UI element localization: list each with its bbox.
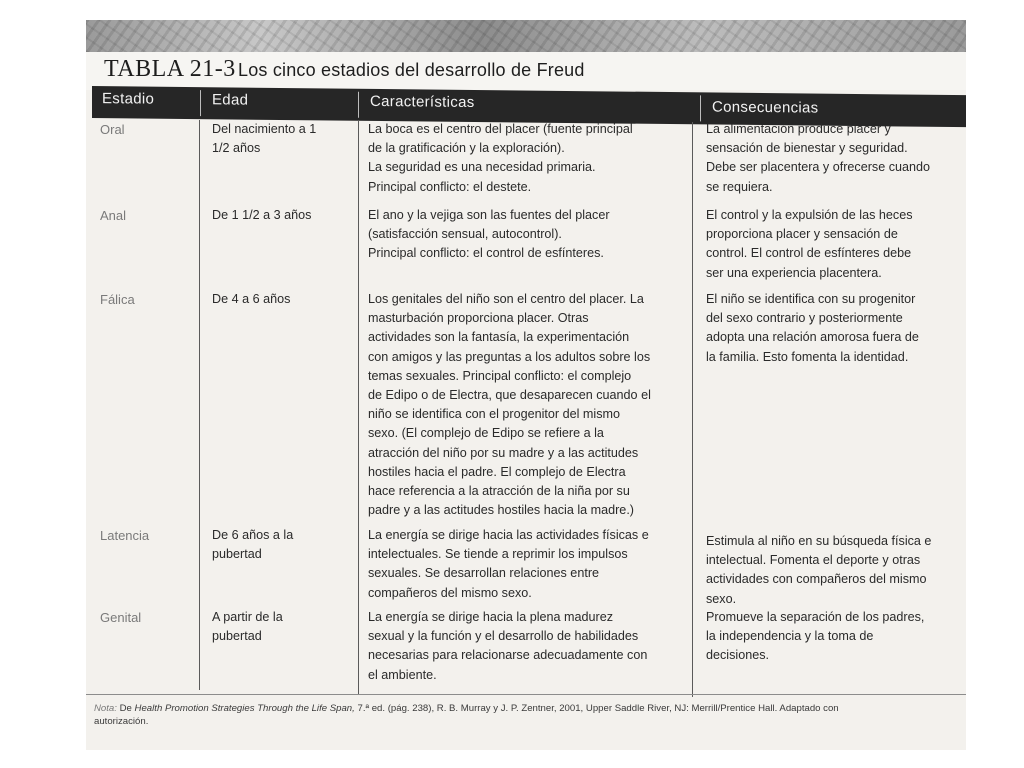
characteristics-line: Los genitales del niño son el centro del placer. La [368, 292, 644, 306]
characteristics-line: intelectuales. Se tiende a reprimir los impulsos [368, 547, 628, 562]
column-divider [692, 122, 693, 697]
age-line: De 1 1/2 a 3 años [212, 208, 312, 222]
characteristics-line: sexo. (El complejo de Edipo se refiere a la [368, 426, 604, 441]
table-title: Los cinco estadios del desarrollo de Freud [238, 60, 585, 80]
characteristics-line: hostiles hacia el padre. El complejo de Electra [368, 464, 626, 479]
note-book-title: Health Promotion Strategies Through the Life Span, [134, 703, 355, 714]
age-line: pubertad [212, 629, 262, 644]
characteristics-line: La energía se dirige hacia las actividades físicas e [368, 528, 649, 542]
characteristics-line: de la gratificación y la exploración). [368, 141, 565, 156]
scanned-page [86, 20, 966, 750]
column-divider [199, 120, 200, 690]
characteristics-line: padre y a las actitudes hostiles hacia la madre.) [368, 503, 635, 518]
characteristics-line: de Edipo o de Electra, que desaparecen cuando el [368, 388, 651, 403]
consequences-line: El control y la expulsión de las heces [706, 208, 913, 222]
characteristics-line: el ambiente. [368, 667, 437, 682]
characteristics-line: compañeros del mismo sexo. [368, 585, 532, 600]
consequences-cell [706, 532, 931, 609]
consequences-line: control. El control de esfínteres debe [706, 246, 912, 261]
age-cell [212, 120, 316, 158]
column-divider [358, 120, 359, 695]
stage-name: Oral [100, 122, 125, 137]
header-divider [700, 95, 701, 121]
characteristics-line: Principal conflicto: el destete. [368, 179, 532, 194]
consequences-line: la independencia y la toma de [706, 629, 874, 644]
consequences-line: Debe ser placentera y ofrecerse cuando [706, 160, 931, 175]
age-line: De 6 años a la [212, 528, 294, 542]
characteristics-line: El ano y la vejiga son las fuentes del placer [368, 208, 610, 222]
age-line: 1/2 años [212, 141, 261, 156]
consequences-line: se requiera. [706, 179, 773, 194]
note-citation-end: autorización. [94, 716, 149, 727]
characteristics-line: sexual y la función y el desarrollo de habilidades [368, 629, 639, 644]
characteristics-line: atracción del niño por su madre y a las actitudes [368, 445, 639, 460]
age-cell [212, 608, 283, 646]
consequences-line: El niño se identifica con su progenitor [706, 292, 916, 306]
stage-name: Latencia [100, 528, 150, 543]
characteristics-line: hace referencia a la atracción de la niña por su [368, 484, 630, 499]
age-line: De 4 a 6 años [212, 292, 291, 306]
consequences-line: del sexo contrario y posteriormente [706, 311, 903, 326]
age-cell [212, 526, 293, 564]
stage-name: Anal [100, 208, 127, 223]
decorative-banner [86, 20, 966, 52]
stage-name: Genital [100, 610, 142, 625]
consequences-line: sexo. [706, 591, 737, 606]
note-prefix: De [119, 703, 132, 714]
header-estadio: Estadio [102, 90, 155, 108]
characteristics-cell [368, 206, 610, 264]
table-title-band [86, 52, 966, 90]
header-caracteristicas: Características [370, 92, 475, 112]
characteristics-line: La energía se dirige hacia la plena madurez [368, 610, 614, 624]
consequences-line: actividades con compañeros del mismo [706, 572, 927, 587]
header-consecuencias: Consecuencias [712, 98, 819, 117]
header-edad: Edad [212, 91, 249, 109]
consequences-cell [706, 120, 930, 197]
age-line: A partir de la [212, 610, 283, 624]
consequences-line: ser una experiencia placentera. [706, 265, 882, 280]
table-number: TABLA 21-3 [104, 56, 236, 82]
stage-name: Fálica [100, 292, 135, 307]
consequences-line: Promueve la separación de los padres, [706, 610, 925, 624]
consequences-line: proporciona placer y sensación de [706, 227, 898, 242]
characteristics-line: La seguridad es una necesidad primaria. [368, 160, 596, 175]
age-line: pubertad [212, 547, 262, 562]
note-divider [86, 694, 966, 695]
characteristics-line: niño se identifica con el progenitor del mismo [368, 407, 621, 422]
consequences-line: La alimentación produce placer y [706, 122, 891, 136]
characteristics-cell [368, 290, 651, 520]
consequences-line: adopta una relación amorosa fuera de [706, 330, 919, 345]
consequences-line: sensación de bienestar y seguridad. [706, 141, 908, 156]
characteristics-line: Principal conflicto: el control de esfínteres. [368, 246, 604, 261]
header-divider [358, 92, 359, 118]
consequences-line: intelectual. Fomenta el deporte y otras [706, 553, 921, 568]
characteristics-line: La boca es el centro del placer (fuente principal [368, 122, 633, 136]
characteristics-line: temas sexuales. Principal conflicto: el complejo [368, 368, 632, 383]
age-cell [212, 290, 290, 309]
characteristics-line: masturbación proporciona placer. Otras [368, 311, 589, 326]
characteristics-line: necesarias para relacionarse adecuadamente con [368, 648, 648, 663]
consequences-line: Estimula al niño en su búsqueda física e [706, 534, 932, 548]
table-note [94, 702, 954, 728]
note-citation: 7.ª ed. (pág. 238), R. B. Murray y J. P. Zentner, 2001, Upper Saddle River, NJ: Merrill/Prentice Hall. Adaptado con [357, 703, 839, 714]
characteristics-line: con amigos y las preguntas a los adultos sobre los [368, 349, 651, 364]
age-line: Del nacimiento a 1 [212, 122, 317, 136]
consequences-cell [706, 290, 919, 367]
characteristics-cell [368, 526, 649, 603]
characteristics-line: actividades son la fantasía, la experimentación [368, 330, 630, 345]
consequences-line: decisiones. [706, 648, 770, 663]
characteristics-line: (satisfacción sensual, autocontrol). [368, 227, 562, 242]
characteristics-cell [368, 120, 633, 197]
consequences-cell [706, 206, 913, 283]
age-cell [212, 206, 311, 225]
characteristics-cell [368, 608, 647, 685]
characteristics-line: sexuales. Se desarrollan relaciones entre [368, 566, 600, 581]
consequences-cell [706, 608, 924, 666]
consequences-line: la familia. Esto fomenta la identidad. [706, 349, 909, 364]
note-label: Nota: [94, 703, 117, 714]
header-divider [200, 90, 201, 116]
